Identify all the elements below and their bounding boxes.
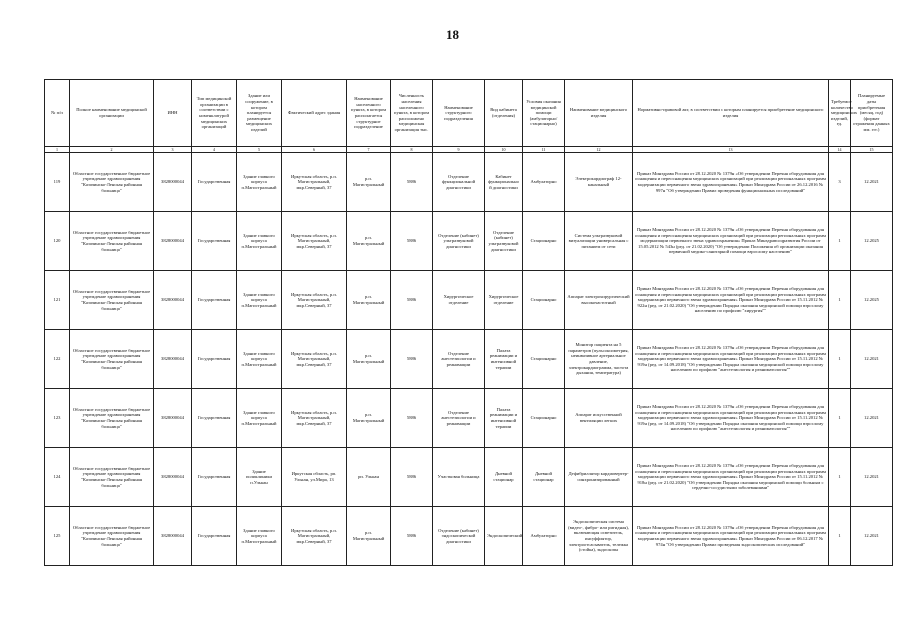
structural-unit-cell: Отделение (кабинет) ультразвуковой диагностики — [433, 212, 485, 271]
organization-name-cell: Областное государственное бюджетное учреждение здравоохранения "Казачинско-Ленская районная больница" — [70, 153, 154, 212]
column-number: 10 — [485, 147, 523, 153]
header-cell: Планируемые даты приобретения (месяц, год) (формат отражения данных мм. ггг.) — [851, 80, 893, 147]
medical-equipment-table — [44, 79, 893, 566]
address-cell: Иркутская область, рп. Улькан, ул.Мира, 13 — [282, 448, 347, 507]
header-cell: Полное наименование медицинской организации — [70, 80, 154, 147]
column-number: 3 — [154, 147, 192, 153]
purchase-date-cell: 12.2021 — [851, 448, 893, 507]
inn-cell: 3828000044 — [154, 389, 192, 448]
organization-type-cell: Государственная — [192, 507, 237, 566]
header-cell: Наименование медицинского изделия — [565, 80, 633, 147]
quantity-cell: 1 — [829, 507, 851, 566]
organization-name-cell: Областное государственное бюджетное учреждение здравоохранения "Казачинско-Ленская районная больница" — [70, 448, 154, 507]
legal-act-cell: Приказ Минздрава России от 28.12.2020 № 1379н «Об утверждении Перечня оборудования для оснащения и переоснащения медицинских организаций при реализации региональных программ модернизации первичного звена здравоохранения» Приказ Минздравсоцразвития России от 15.05.2012 № 543н (ред. от 21.02.2020) "Об утверждении Положения об организации оказания первичной медико-санитарной помощи взрослому населению" — [633, 212, 829, 271]
column-number: 13 — [633, 147, 829, 153]
cabinet-type-cell: Палата реанимации и интенсивной терапии — [485, 330, 523, 389]
column-number: 8 — [391, 147, 433, 153]
building-cell: Здание поликлиники п.Улькан — [237, 448, 282, 507]
cabinet-type-cell: Хирургическое отделение — [485, 271, 523, 330]
population-cell: 5886 — [391, 271, 433, 330]
organization-type-cell: Государственная — [192, 448, 237, 507]
table-row — [45, 153, 893, 212]
population-cell: 5886 — [391, 389, 433, 448]
address-cell: Иркутская область, р.п. Магистральный, мкр.Северный, 37 — [282, 271, 347, 330]
inn-cell: 3828000044 — [154, 507, 192, 566]
building-cell: Здание главного корпуса п.Магистральный — [237, 507, 282, 566]
organization-name-cell: Областное государственное бюджетное учреждение здравоохранения "Казачинско-Ленская районная больница" — [70, 389, 154, 448]
column-number: 11 — [523, 147, 565, 153]
purchase-date-cell: 12.2021 — [851, 389, 893, 448]
building-cell: Здание главного корпуса п.Магистральный — [237, 271, 282, 330]
column-number: 12 — [565, 147, 633, 153]
device-name-cell: Электрокардиограф 12-канальный — [565, 153, 633, 212]
cabinet-type-cell: Дневной стационар — [485, 448, 523, 507]
settlement-cell: рп. Улькан — [347, 448, 391, 507]
quantity-cell: 1 — [829, 389, 851, 448]
organization-name-cell: Областное государственное бюджетное учреждение здравоохранения "Казачинско-Ленская районная больница" — [70, 271, 154, 330]
legal-act-cell: Приказ Минздрава России от 28.12.2020 № 1379н «Об утверждении Перечня оборудования для оснащения и переоснащения медицинских организаций при реализации региональных программ модернизации первичного звена здравоохранения» Приказ Минздрава России от 15.11.2012 № 918н (ред. от 21.02.2020) "Об утверждении Порядка оказания медицинской помощи больным с сердечно-сосудистыми заболеваниями" — [633, 448, 829, 507]
device-name-cell: Аппарат искусственной вентиляции легких — [565, 389, 633, 448]
care-conditions-cell: Амбулаторно — [523, 153, 565, 212]
inn-cell: 3828000044 — [154, 212, 192, 271]
quantity-cell: 1 — [829, 448, 851, 507]
care-conditions-cell: Стационарно — [523, 330, 565, 389]
header-cell: Тип медицинской организации в соответствии с номенклатурой медицинских организаций — [192, 80, 237, 147]
population-cell: 5886 — [391, 153, 433, 212]
organization-type-cell: Государственная — [192, 153, 237, 212]
header-cell: Наименование структурного подразделения — [433, 80, 485, 147]
settlement-cell: р.п. Магистральный — [347, 507, 391, 566]
structural-unit-cell: Хирургическое отделение — [433, 271, 485, 330]
structural-unit-cell: Отделение анестезиологии и реанимации — [433, 330, 485, 389]
row-number-cell: 123 — [45, 389, 70, 448]
table-row — [45, 389, 893, 448]
address-cell: Иркутская область, р.п. Магистральный, мкр.Северный, 37 — [282, 507, 347, 566]
device-name-cell: Система ультразвуковой визуализации универсальная с питанием от сети — [565, 212, 633, 271]
column-number: 5 — [237, 147, 282, 153]
address-cell: Иркутская область, р.п. Магистральный, мкр.Северный, 37 — [282, 153, 347, 212]
settlement-cell: р.п. Магистральный — [347, 153, 391, 212]
structural-unit-cell: Участковая больница — [433, 448, 485, 507]
purchase-date-cell: 12.2025 — [851, 212, 893, 271]
organization-type-cell: Государственная — [192, 212, 237, 271]
settlement-cell: р.п. Магистральный — [347, 330, 391, 389]
table-row — [45, 212, 893, 271]
column-number: 4 — [192, 147, 237, 153]
header-cell: ИНН — [154, 80, 192, 147]
address-cell: Иркутская область, р.п. Магистральный, мкр.Северный, 37 — [282, 330, 347, 389]
population-cell: 5886 — [391, 448, 433, 507]
legal-act-cell: Приказ Минздрава России от 28.12.2020 № 1379н «Об утверждении Перечня оборудования для оснащения и переоснащения медицинских организаций при реализации региональных программ модернизации первичного звена здравоохранения» Приказ Минздрава России от 06.12.2017 № 974н "Об утверждении Правил проведения эндоскопических исследований" — [633, 507, 829, 566]
address-cell: Иркутская область, р.п. Магистральный, мкр.Северный, 37 — [282, 212, 347, 271]
cabinet-type-cell: Отделение (кабинет) ультразвуковой диагностики — [485, 212, 523, 271]
device-name-cell: Дефибриллятор кардиовертер-синхронизированный — [565, 448, 633, 507]
header-cell: Условия оказания медицинской помощи (амбулаторно/ стационарно) — [523, 80, 565, 147]
legal-act-cell: Приказ Минздрава России от 28.12.2020 № 1379н «Об утверждении Перечня оборудования для оснащения и переоснащения медицинских организаций при реализации региональных программ модернизации первичного звена здравоохранения» Приказ Минздрава России от 15.11.2012 № 922н (ред. от 21.02.2020) "Об утверждении Порядка оказания медицинской помощи взрослому населению по профилю "хирургия"" — [633, 271, 829, 330]
address-cell: Иркутская область, р.п. Магистральный, мкр.Северный, 37 — [282, 389, 347, 448]
quantity-cell: 1 — [829, 271, 851, 330]
quantity-cell: 3 — [829, 153, 851, 212]
purchase-date-cell: 12.2021 — [851, 330, 893, 389]
quantity-cell: 1 — [829, 212, 851, 271]
page-number: 18 — [446, 27, 459, 42]
inn-cell: 3828000044 — [154, 330, 192, 389]
purchase-date-cell: 12.2021 — [851, 153, 893, 212]
column-number: 15 — [851, 147, 893, 153]
purchase-date-cell: 12.2021 — [851, 507, 893, 566]
structural-unit-cell: Отделение анестезиологии и реанимации — [433, 389, 485, 448]
purchase-date-cell: 12.2025 — [851, 271, 893, 330]
column-number: 9 — [433, 147, 485, 153]
care-conditions-cell: Стационарно — [523, 389, 565, 448]
building-cell: Здание главного корпуса п.Магистральный — [237, 153, 282, 212]
cabinet-type-cell: Эндоскопический — [485, 507, 523, 566]
table-row — [45, 271, 893, 330]
care-conditions-cell: Дневной стационар — [523, 448, 565, 507]
organization-name-cell: Областное государственное бюджетное учреждение здравоохранения "Казачинско-Ленская районная больница" — [70, 212, 154, 271]
header-row — [45, 80, 893, 147]
organization-type-cell: Государственная — [192, 389, 237, 448]
settlement-cell: р.п. Магистральный — [347, 271, 391, 330]
inn-cell: 3828000044 — [154, 448, 192, 507]
structural-unit-cell: Отделение (кабинет) эндоскопической диагностики — [433, 507, 485, 566]
column-number: 6 — [282, 147, 347, 153]
column-number: 14 — [829, 147, 851, 153]
table-row — [45, 507, 893, 566]
organization-name-cell: Областное государственное бюджетное учреждение здравоохранения "Казачинско-Ленская районная больница" — [70, 507, 154, 566]
care-conditions-cell: Стационарно — [523, 212, 565, 271]
building-cell: Здание главного корпуса п.Магистральный — [237, 389, 282, 448]
legal-act-cell: Приказ Минздрава России от 28.12.2020 № 1379н «Об утверждении Перечня оборудования для оснащения и переоснащения медицинских организаций при реализации региональных программ модернизации первичного звена здравоохранения» Приказ Минздрава России от 15.11.2012 № 919н (ред. от 14.09.2018) "Об утверждении Порядка оказания медицинской помощи взрослому населению по профилю "анестезиология и реаниматология"" — [633, 389, 829, 448]
table-row — [45, 448, 893, 507]
organization-type-cell: Государственная — [192, 271, 237, 330]
header-cell: Вид кабинета (отделения) — [485, 80, 523, 147]
header-cell: Численность населения населенного пункта, в котором расположено медицинская организация тыс. — [391, 80, 433, 147]
header-cell: Фактический адрес здания — [282, 80, 347, 147]
quantity-cell: 1 — [829, 330, 851, 389]
legal-act-cell: Приказ Минздрава России от 28.12.2020 № 1379н «Об утверждении Перечня оборудования для оснащения и переоснащения медицинских организаций при реализации региональных программ модернизации первичного звена здравоохранения» Приказ Минздрава России от 26.12.2016 № 997н "Об утверждении Правил проведения функциональных исследований" — [633, 153, 829, 212]
inn-cell: 3828000044 — [154, 153, 192, 212]
settlement-cell: р.п. Магистральный — [347, 389, 391, 448]
organization-type-cell: Государственная — [192, 330, 237, 389]
row-number-cell: 121 — [45, 271, 70, 330]
row-number-cell: 125 — [45, 507, 70, 566]
population-cell: 5886 — [391, 212, 433, 271]
care-conditions-cell: Стационарно — [523, 271, 565, 330]
building-cell: Здание главного корпуса п.Магистральный — [237, 212, 282, 271]
care-conditions-cell: Амбулаторно — [523, 507, 565, 566]
cabinet-type-cell: Палата реанимации и интенсивной терапии — [485, 389, 523, 448]
population-cell: 5886 — [391, 330, 433, 389]
structural-unit-cell: Отделение функциональной диагностики — [433, 153, 485, 212]
row-number-cell: 119 — [45, 153, 70, 212]
header-cell: Здание или сооружение, в котором планируется размещение медицинских изделий — [237, 80, 282, 147]
header-cell: Нормативно-правовой акт, в соответствии с которым планируется приобретение медицинского изделия — [633, 80, 829, 147]
device-name-cell: Аппарат электрохирургический высокочастотный — [565, 271, 633, 330]
cabinet-type-cell: Кабинет функционально й диагностики — [485, 153, 523, 212]
population-cell: 5886 — [391, 507, 433, 566]
row-number-cell: 124 — [45, 448, 70, 507]
building-cell: Здание главного корпуса п.Магистральный — [237, 330, 282, 389]
header-cell: Требуемое количество медицинских изделий, ед. — [829, 80, 851, 147]
column-number: 1 — [45, 147, 70, 153]
device-name-cell: Эндоскопическая система (видео-, фибро- или ригидная), включающая осветитель, инсуффлятор, электроотсасыватель, тележка (стойка), эндоскопы — [565, 507, 633, 566]
column-number: 7 — [347, 147, 391, 153]
column-number: 2 — [70, 147, 154, 153]
row-number-cell: 122 — [45, 330, 70, 389]
header-cell: Наименование населенного пункта, в котором располагается структурное подразделение — [347, 80, 391, 147]
settlement-cell: р.п. Магистральный — [347, 212, 391, 271]
inn-cell: 3828000044 — [154, 271, 192, 330]
header-cell: № п/п — [45, 80, 70, 147]
row-number-cell: 120 — [45, 212, 70, 271]
legal-act-cell: Приказ Минздрава России от 28.12.2020 № 1379н «Об утверждении Перечня оборудования для оснащения и переоснащения медицинских организаций при реализации региональных программ модернизации первичного звена здравоохранения» Приказ Минздрава России от 15.11.2012 № 919н (ред. от 14.09.2018) "Об утверждении Порядка оказания медицинской помощи взрослому населению по профилю "анестезиология и реаниматология"" — [633, 330, 829, 389]
device-name-cell: Монитор пациента на 5 параметров (пульсоксиметрия, неинвазивное артериальное давление, электрокардиограмма, частота дыхания, температура) — [565, 330, 633, 389]
organization-name-cell: Областное государственное бюджетное учреждение здравоохранения "Казачинско-Ленская районная больница" — [70, 330, 154, 389]
table-row — [45, 330, 893, 389]
